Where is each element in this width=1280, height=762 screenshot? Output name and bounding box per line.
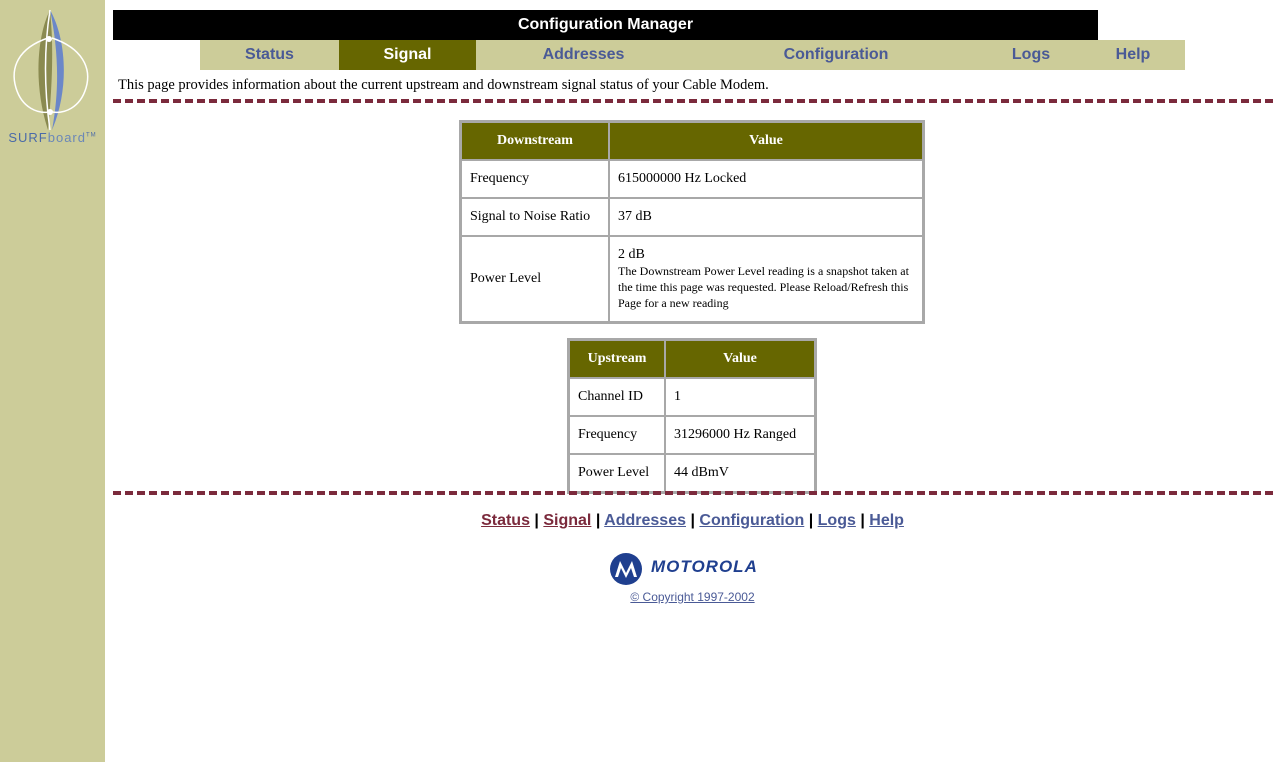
trademark-mark: TM [85, 132, 97, 139]
motorola-logo [609, 552, 779, 586]
row-value: 2 dB [618, 247, 645, 262]
tab-signal[interactable]: Signal [339, 40, 476, 70]
separator: | [690, 512, 695, 529]
divider-bottom [113, 491, 1273, 495]
page-title: Configuration Manager [113, 10, 1098, 40]
row-value: 37 dB [609, 198, 923, 236]
value-header: Value [665, 340, 815, 378]
row-label: Power Level [569, 454, 665, 492]
main-nav [200, 40, 1185, 70]
tab-status[interactable]: Status [245, 46, 294, 63]
row-value: 615000000 Hz Locked [609, 160, 923, 198]
copyright-link[interactable]: © Copyright 1997-2002 [630, 590, 755, 604]
table-row [461, 236, 923, 322]
footer-link-addresses[interactable]: Addresses [604, 512, 686, 529]
row-value: 31296000 Hz Ranged [665, 416, 815, 454]
tab-logs[interactable]: Logs [1011, 46, 1051, 63]
copyright [0, 590, 1280, 604]
separator: | [860, 512, 865, 529]
table-row [461, 198, 923, 236]
logo-text-light: board [47, 130, 86, 145]
row-label: Frequency [569, 416, 665, 454]
footer-link-logs[interactable]: Logs [817, 512, 856, 529]
power-level-note: The Downstream Power Level reading is a snapshot taken at the time this page was requested. Please Reload/Refresh this Page for a new reading [618, 264, 909, 310]
upstream-header: Upstream [569, 340, 665, 378]
table-row [569, 378, 815, 416]
table-header-row [569, 340, 815, 378]
separator: | [534, 512, 539, 529]
motorola-wordmark: MOTOROLA [651, 557, 758, 576]
row-label: Signal to Noise Ratio [461, 198, 609, 236]
divider-top [113, 99, 1273, 103]
tab-help[interactable]: Help [1115, 46, 1151, 63]
table-row [461, 160, 923, 198]
row-value: 44 dBmV [665, 454, 815, 492]
table-row [569, 454, 815, 492]
footer-link-status[interactable]: Status [481, 512, 530, 529]
surfboard-wordmark [0, 130, 105, 145]
page-description: This page provides information about the current upstream and downstream signal status of your Cable Modem. [118, 77, 769, 93]
tab-configuration[interactable]: Configuration [783, 46, 889, 63]
row-label: Channel ID [569, 378, 665, 416]
row-value: 1 [665, 378, 815, 416]
downstream-header: Downstream [461, 122, 609, 160]
table-header-row [461, 122, 923, 160]
separator: | [595, 512, 601, 529]
motorola-batwing-icon [609, 552, 643, 586]
footer-link-help[interactable]: Help [869, 512, 904, 529]
upstream-table [567, 338, 817, 494]
row-value-cell [609, 236, 923, 322]
sidebar [0, 0, 105, 762]
logo-text-bold: SURF [8, 130, 48, 145]
table-row [569, 416, 815, 454]
separator: | [808, 512, 814, 529]
footer-link-signal[interactable]: Signal [543, 512, 592, 529]
row-label: Frequency [461, 160, 609, 198]
tab-addresses[interactable]: Addresses [542, 46, 625, 63]
row-label: Power Level [461, 236, 609, 322]
footer-link-configuration[interactable]: Configuration [699, 512, 805, 529]
value-header: Value [609, 122, 923, 160]
footer-nav [0, 512, 1280, 530]
downstream-table [459, 120, 925, 324]
